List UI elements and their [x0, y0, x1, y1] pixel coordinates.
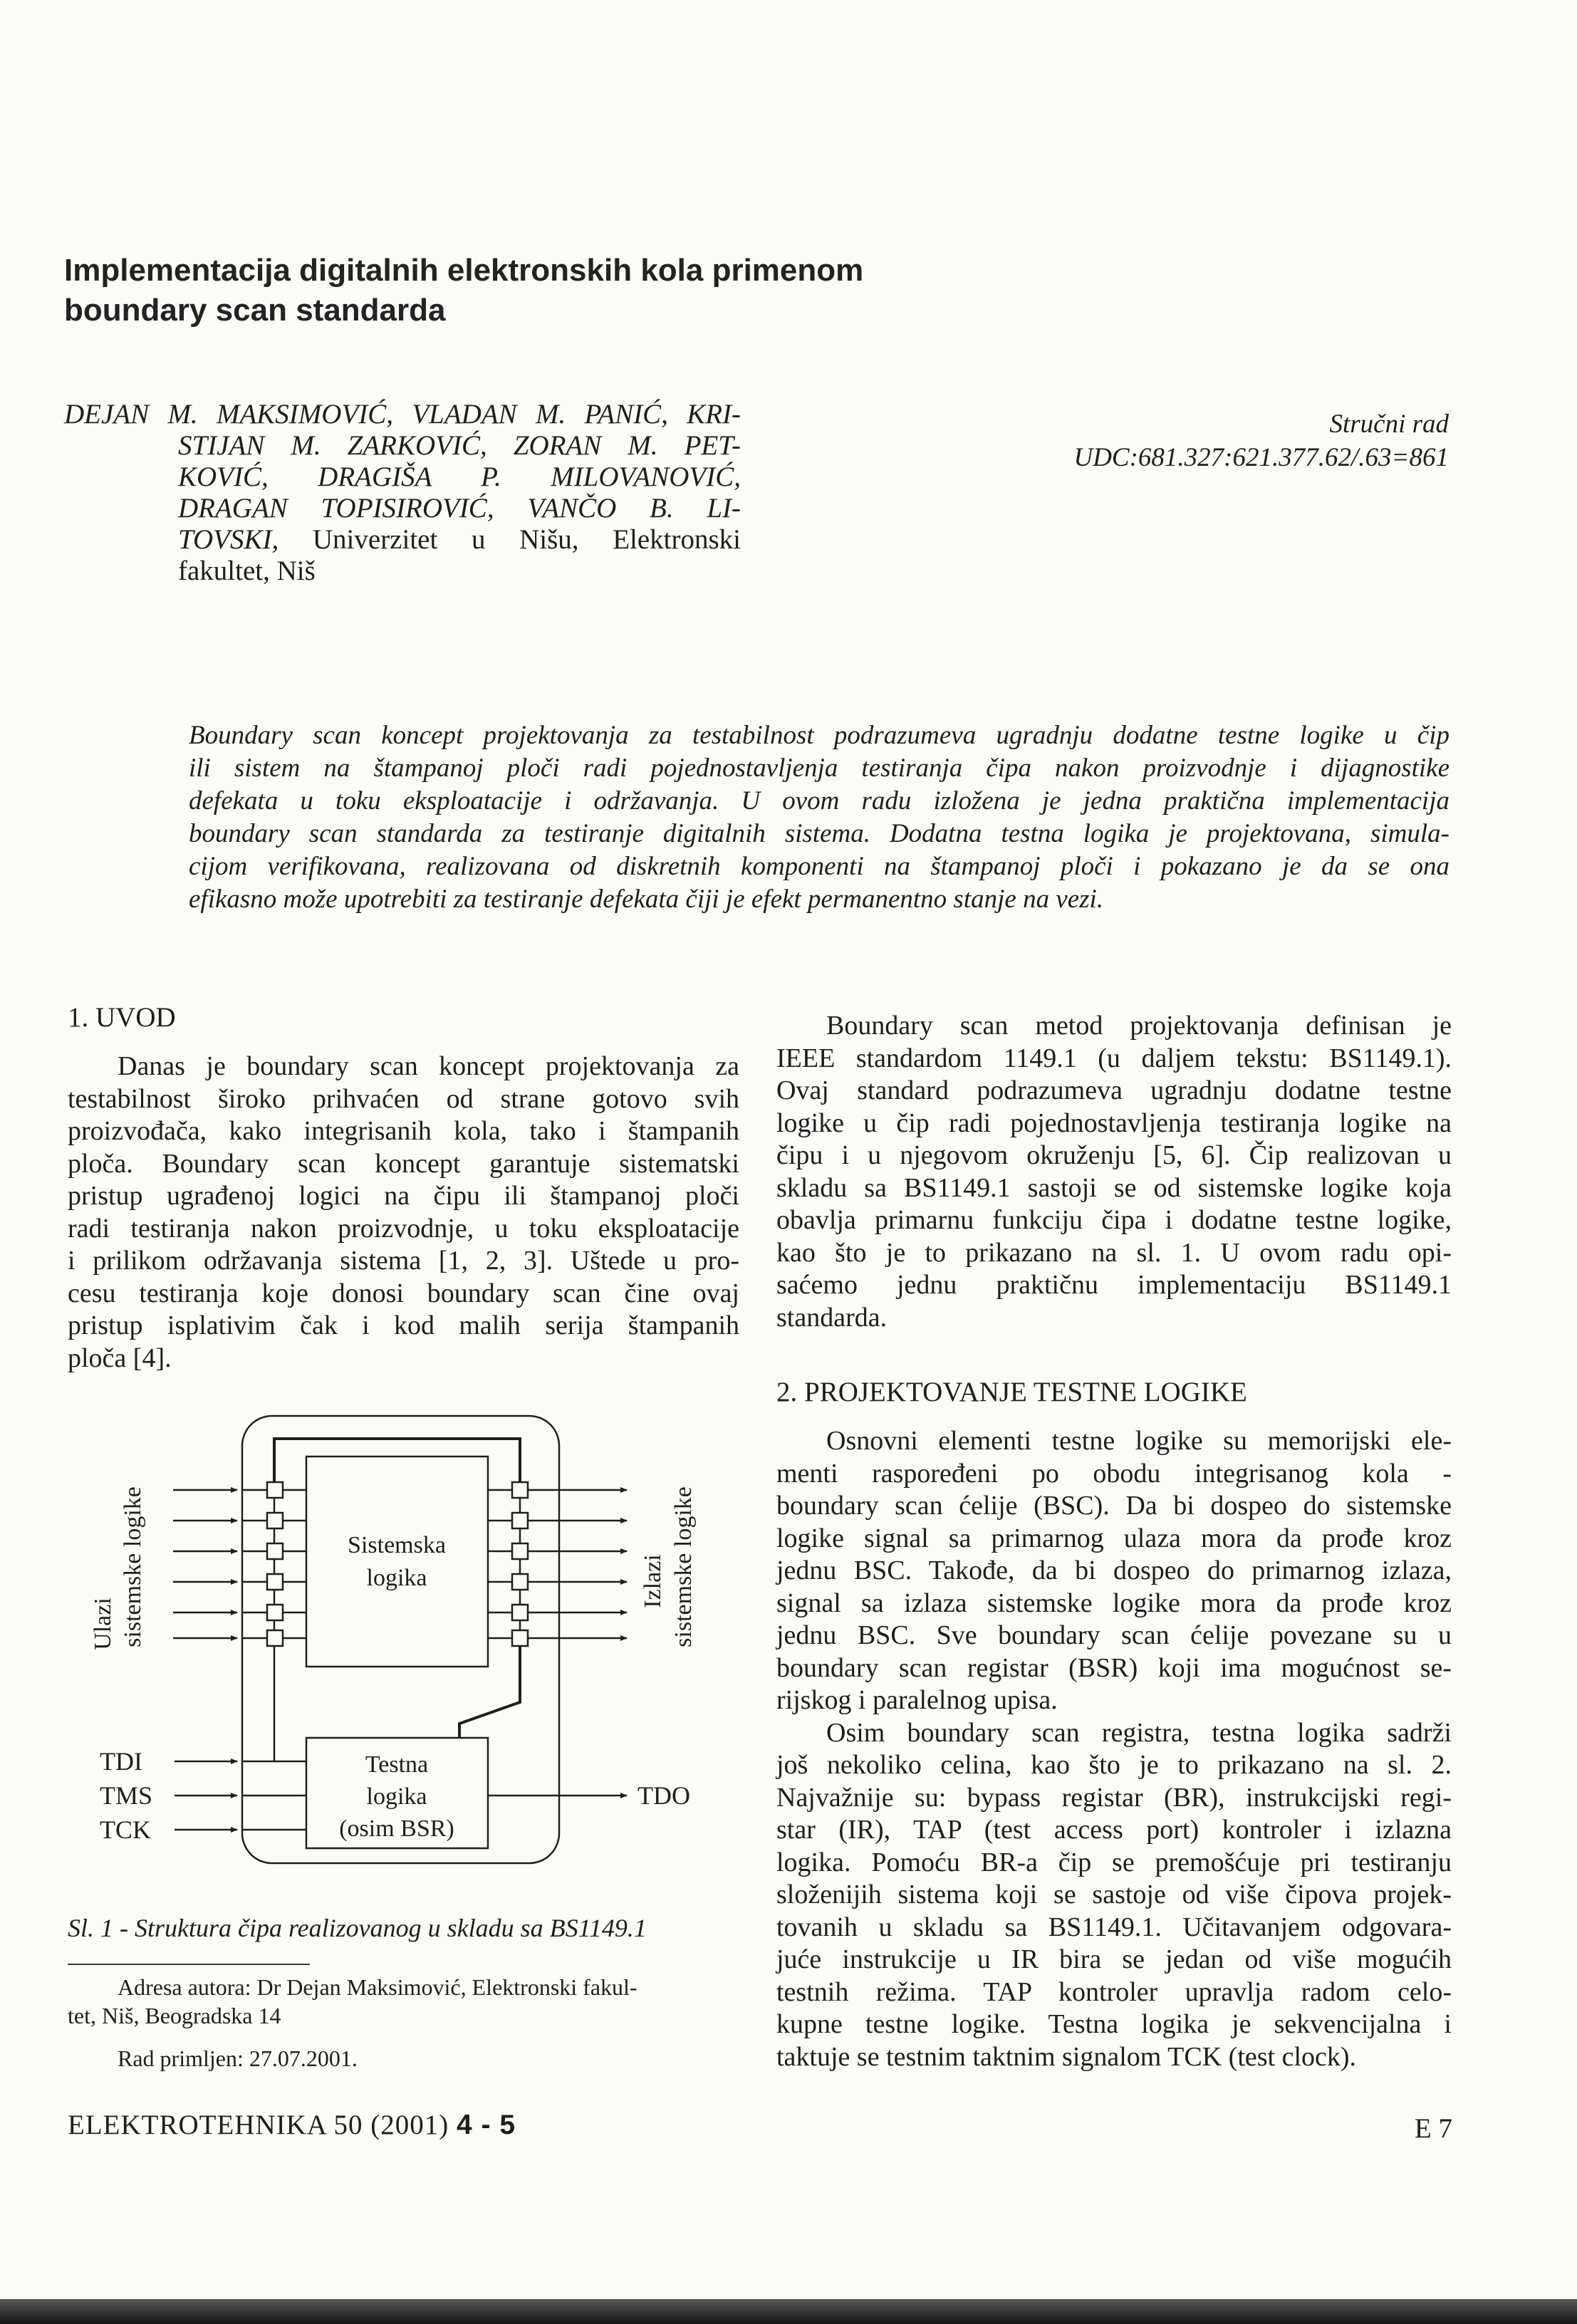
text-line: ploča. Boundary scan koncept garantuje sistematski	[68, 1148, 739, 1179]
output-bsc-cell	[512, 1630, 528, 1646]
left-column	[68, 1001, 739, 1375]
text-line: jednu BSC. Takođe, da bi dospeo do primarnog izlaza,	[776, 1556, 1452, 1585]
section-2-paragraph-1	[776, 1425, 1452, 1717]
text-line: Ovaj standard podrazumeva ugradnju dodatne testne	[776, 1075, 1452, 1105]
text-line: složenijih sistema koji se sastoje od više čipova projek-	[776, 1880, 1452, 1909]
text-line: ploča [4].	[68, 1343, 172, 1373]
text-line: obavlja primarnu funkciju čipa i dodatne testne logike,	[776, 1205, 1452, 1235]
text-line: star (IR), TAP (test access port) kontroler i izlazna	[776, 1815, 1452, 1845]
abstract-line: defekata u toku eksploatacije i održavanja. U ovom radu izložena je jedna praktična implementacija	[189, 786, 1450, 816]
tms-label: TMS	[100, 1781, 153, 1810]
input-bsc-cell	[267, 1482, 283, 1498]
system-logic-label-1: Sistemska	[348, 1532, 446, 1558]
text-line: Osnovni elementi testne logike su memorijski ele-	[826, 1426, 1452, 1456]
paper-type: Stručni rad	[1329, 410, 1449, 439]
author-line-5: TOVSKI,	[178, 524, 279, 555]
system-logic-block	[306, 1457, 488, 1667]
text-line: i prilikom održavanja sistema [1, 2, 3]. Uštede u pro-	[68, 1246, 739, 1276]
output-bsc-cell	[512, 1574, 528, 1590]
udc-code: UDC:681.327:621.377.62/.63=861	[1073, 443, 1449, 472]
abstract-line: efikasno može upotrebiti za testiranje defekata čiji je efekt permanentno stanje na vezi.	[189, 885, 1104, 914]
text-line: taktuje se testnim taktnim signalom TCK (test clock).	[776, 2041, 1357, 2072]
section-2-heading: 2. PROJEKTOVANJE TESTNE LOGIKE	[776, 1377, 1247, 1407]
text-line: pristup ugrađenoj logici na čipu ili štampanoj ploči	[68, 1181, 739, 1211]
affiliation-line-2: fakultet, Niš	[178, 556, 316, 586]
text-line: Boundary scan metod projektovanja definisan je	[826, 1011, 1452, 1041]
received-date: Rad primljen: 27.07.2001.	[118, 2046, 358, 2071]
text-line: signal sa izlaza sistemske logike mora da prođe kroz	[776, 1588, 1452, 1618]
input-bsc-cell	[267, 1543, 283, 1559]
abstract-line: Boundary scan koncept projektovanja za testabilnost podrazumeva ugradnju dodatne testne logike u čip	[189, 721, 1450, 750]
inputs-label-1: Ulazi	[90, 1598, 116, 1650]
paper-title	[64, 251, 1275, 330]
intro-paragraph	[776, 1010, 1452, 1334]
text-line: kupne testne logike. Testna logika je sekvencijalna i	[776, 2009, 1452, 2039]
text-line: Osim boundary scan registra, testna logika sadrži	[826, 1717, 1452, 1748]
inputs-label-2: sistemske logike	[120, 1486, 146, 1647]
output-bsc-cell	[512, 1605, 528, 1620]
tdo-label: TDO	[637, 1781, 690, 1810]
outputs-label-1: Izlazi	[640, 1554, 666, 1608]
input-bsc-cell	[267, 1605, 283, 1620]
outputs-label-2: sistemske logike	[670, 1486, 697, 1647]
text-line: kao što je to prikazano na sl. 1. U ovom radu opi-	[776, 1237, 1452, 1268]
abstract-line: ili sistem na štampanoj ploči radi pojednostavljenja testiranja čipa nakon proizvodnje i dijagnostike	[189, 754, 1450, 783]
text-line: još nekoliko celina, kao što je to prikazano na sl. 2.	[776, 1750, 1452, 1780]
chip-structure-diagram	[68, 1410, 744, 1866]
text-line: cesu testiranja koje donosi boundary scan čine ovaj	[68, 1278, 739, 1308]
author-line-2: STIJAN M. ZARKOVIĆ, ZORAN M. PET-	[178, 430, 741, 461]
author-address-line-1: Adresa autora: Dr Dejan Maksimović, Elektronski fakul-	[118, 1974, 637, 2000]
journal-footer	[68, 2108, 516, 2142]
right-bsc-chain	[459, 1490, 520, 1738]
text-line: logike signal sa primarnog ulaza mora da prođe kroz	[776, 1523, 1452, 1553]
output-bsc-cell	[512, 1543, 528, 1559]
author-affiliation-line	[64, 524, 741, 556]
page-number: E 7	[1414, 2113, 1452, 2144]
system-logic-label-2: logika	[366, 1565, 427, 1591]
abstract-line: boundary scan standarda za testiranje digitalnih sistema. Dodatna testna logika je projektovana, simula-	[189, 819, 1450, 848]
text-line: boundary scan registar (BSR) koji ima mogućnost se-	[776, 1652, 1452, 1683]
text-line: logike u čip radi pojednostavljenja testiranja logike na	[776, 1108, 1452, 1138]
footnote	[68, 1973, 737, 2073]
author-line-3: KOVIĆ, DRAGIŠA P. MILOVANOVIĆ,	[178, 462, 741, 492]
input-bsc-cell	[267, 1513, 283, 1528]
title-line-1: Implementacija digitalnih elektronskih kola primenom	[64, 253, 864, 288]
text-line: Najvažnije su: bypass registar (BR), instrukcijski regi-	[776, 1782, 1452, 1813]
input-signal-arrows	[173, 1490, 306, 1638]
left-bsc-chain	[274, 1439, 520, 1752]
text-line: juće instrukcije u IR bira se jedan od više mogućih	[776, 1944, 1452, 1974]
text-line: testnih režima. TAP kontroler upravlja radom celo-	[776, 1976, 1452, 2007]
test-logic-label-3: (osim BSR)	[339, 1815, 454, 1842]
text-line: pristup isplativim čak i kod malih serija štampanih	[68, 1310, 739, 1340]
text-line: tovanih u skladu sa BS1149.1. Učitavanjem odgovara-	[776, 1912, 1452, 1942]
footnote-rule	[68, 1964, 310, 1965]
test-logic-label-2: logika	[366, 1783, 427, 1810]
text-line: IEEE standardom 1149.1 (u daljem tekstu: BS1149.1).	[776, 1043, 1452, 1073]
affiliation-text: Univerzitet u Nišu, Elektronski	[279, 524, 741, 555]
section-1-heading: 1. UVOD	[68, 1002, 176, 1033]
author-address-line-2: tet, Niš, Beogradska 14	[68, 2003, 281, 2028]
paper-meta	[950, 407, 1449, 474]
text-line: rijskog i paralelnog upisa.	[776, 1685, 1058, 1715]
output-bsc-cell	[512, 1513, 528, 1528]
text-line: jednu BSC. Sve boundary scan ćelije povezane su u	[776, 1620, 1452, 1650]
figure-1-caption: Sl. 1 - Struktura čipa realizovanog u skladu sa BS1149.1	[68, 1914, 647, 1942]
journal-name: ELEKTROTEHNIKA 50 (2001)	[68, 2110, 449, 2140]
text-line: čipu i u njegovom okruženju [5, 6]. Čip realizovan u	[776, 1140, 1452, 1170]
text-line: skladu sa BS1149.1 sastoji se od sistemske logike koja	[776, 1172, 1452, 1203]
tdi-label: TDI	[100, 1747, 142, 1776]
text-line: testabilnost široko prihvaćen od strane gotovo svih	[68, 1083, 739, 1114]
author-line-4: DRAGAN TOPISIROVIĆ, VANČO B. LI-	[178, 493, 741, 523]
text-line: radi testiranja nakon proizvodnje, u toku eksploatacije	[68, 1213, 739, 1244]
abstract-line: cijom verifikovana, realizovana od diskretnih komponenti na štampanoj ploči i pokazano je da se ona	[189, 852, 1450, 881]
output-bsc-cell	[512, 1482, 528, 1498]
text-line: standarda.	[776, 1302, 888, 1333]
input-bsc-cell	[267, 1574, 283, 1590]
text-line: proizvođača, kako integrisanih kola, tako i štampanih	[68, 1116, 739, 1146]
section-2-paragraph-2	[776, 1717, 1452, 2074]
test-logic-label-1: Testna	[365, 1751, 429, 1778]
journal-issue: 4 - 5	[457, 2110, 516, 2140]
text-line: menti raspoređeni po obodu integrisanog kola -	[776, 1458, 1452, 1489]
right-column	[776, 1010, 1452, 2073]
title-line-2: boundary scan standarda	[64, 293, 446, 328]
text-line: boundary scan ćelije (BSC). Da bi dospeo do sistemske	[776, 1491, 1452, 1521]
section-1-paragraph	[68, 1051, 739, 1375]
scan-edge	[0, 2299, 1577, 2324]
text-line: logika. Pomoću BR-a čip se premošćuje pri testiranju	[776, 1847, 1452, 1877]
output-signal-arrows	[488, 1490, 627, 1638]
text-line: saćemo jednu praktičnu implementaciju BS1149.1	[776, 1270, 1452, 1300]
figure-1-chip-structure	[68, 1410, 744, 1866]
abstract	[189, 719, 1450, 916]
author-list	[64, 399, 741, 587]
author-line-1: DEJAN M. MAKSIMOVIĆ, VLADAN M. PANIĆ, KRI-	[64, 399, 741, 429]
tck-label: TCK	[100, 1815, 151, 1844]
text-line: Danas je boundary scan koncept projektovanja za	[118, 1051, 739, 1081]
input-bsc-cell	[267, 1630, 283, 1646]
